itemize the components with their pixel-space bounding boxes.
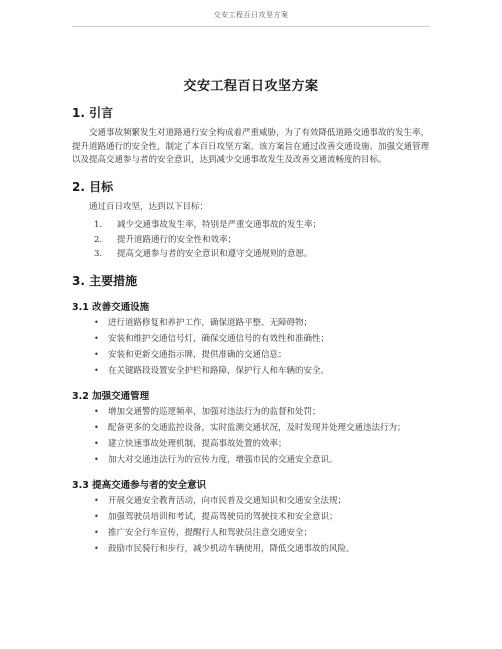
list-item-text: 建立快速事故处理机制，提高事故处置的效率；	[108, 438, 287, 449]
bullet-icon: •	[94, 438, 99, 448]
bullet-icon: •	[94, 317, 99, 327]
list-item-text: 提高交通参与者的安全意识和遵守交通规则的意愿。	[117, 249, 313, 259]
list-number: 1.	[94, 220, 103, 230]
list-item	[72, 526, 430, 540]
intro-paragraph: 交通事故频繁发生对道路通行安全构成着严重威胁，为了有效降低道路交通事故的发生率，提升道路通行的安全性，制定了本百日攻坚方案。该方案旨在通过改善交通设施、加强交通管理以及提高交通参与者的安全意识，达到减少交通事故发生及改善交通流畅度的目标。	[72, 128, 430, 165]
list-item	[72, 542, 430, 556]
list-item	[72, 510, 430, 524]
list-item	[72, 316, 430, 330]
management-list	[72, 405, 430, 467]
bullet-icon: •	[94, 495, 99, 505]
list-item-text: 在关键路段设置安全护栏和路障，保护行人和车辆的安全。	[108, 365, 330, 376]
document-title: 交安工程百日攻坚方案	[183, 79, 319, 94]
list-item	[72, 233, 430, 248]
list-item	[72, 437, 430, 451]
list-item	[72, 348, 430, 362]
list-item	[72, 364, 430, 378]
list-item-text: 安装和维护交通信号灯，确保交通信号的有效性和准确性；	[108, 333, 330, 344]
list-number: 3.	[94, 249, 103, 259]
document-body	[72, 75, 430, 558]
list-number: 2.	[94, 234, 103, 245]
list-item	[72, 405, 430, 419]
list-item-text: 鼓励市民骑行和步行，减少机动车辆使用，降低交通事故的风险。	[108, 543, 355, 554]
awareness-list	[72, 494, 430, 556]
bullet-icon: •	[94, 511, 99, 521]
page-header	[0, 0, 502, 40]
section-heading-intro: 1. 引言	[72, 106, 114, 120]
bullet-icon: •	[94, 527, 99, 537]
bullet-icon: •	[94, 406, 99, 416]
list-item	[72, 247, 430, 262]
list-item-text: 加大对交通违法行为的宣传力度，增强市民的交通安全意识。	[108, 454, 338, 465]
list-item-text: 增加交通警的巡逻频率，加强对违法行为的监督和处罚；	[108, 406, 321, 417]
list-item	[72, 218, 430, 233]
header-title: 交安工程百日攻坚方案	[213, 11, 289, 19]
list-item-text: 配备更多的交通监控设备，实时监测交通状况，及时发现并处理交通违法行为；	[108, 422, 406, 433]
list-item	[72, 332, 430, 346]
list-item-text: 推广安全行车宣传，提醒行人和驾驶员注意交通安全；	[108, 527, 313, 538]
subsection-heading-awareness: 3.3 提高交通参与者的安全意识	[72, 479, 207, 491]
bullet-icon: •	[94, 333, 99, 343]
list-item-text: 安装和更新交通指示牌，提供准确的交通信息；	[108, 349, 287, 360]
list-item	[72, 453, 430, 467]
goals-list	[72, 218, 430, 262]
list-item-text: 减少交通事故发生率，特别是严重交通事故的发生率；	[117, 220, 322, 230]
section-heading-goals: 2. 目标	[72, 179, 114, 194]
bullet-icon: •	[94, 454, 99, 464]
list-item-text: 加强驾驶员培训和考试，提高驾驶员的驾驶技术和安全意识；	[108, 511, 338, 522]
list-item-text: 提升道路通行的安全性和效率；	[117, 234, 237, 245]
list-item	[72, 421, 430, 435]
bullet-icon: •	[94, 422, 99, 432]
list-item	[72, 494, 430, 508]
bullet-icon: •	[94, 349, 99, 359]
goals-lead: 通过百日攻坚，达到以下目标：	[89, 201, 209, 212]
subsection-heading-management: 3.2 加强交通管理	[72, 390, 150, 402]
bullet-icon: •	[94, 543, 99, 553]
facilities-list	[72, 316, 430, 378]
subsection-heading-facilities: 3.1 改善交通设施	[72, 301, 150, 313]
header-divider	[72, 26, 430, 27]
list-item-text: 进行道路修复和养护工作，确保道路平整、无障碍物；	[108, 317, 313, 328]
bullet-icon: •	[94, 365, 99, 375]
list-item-text: 开展交通安全教育活动，向市民普及交通知识和交通安全法规；	[108, 495, 347, 506]
section-heading-measures: 3. 主要措施	[72, 273, 138, 288]
